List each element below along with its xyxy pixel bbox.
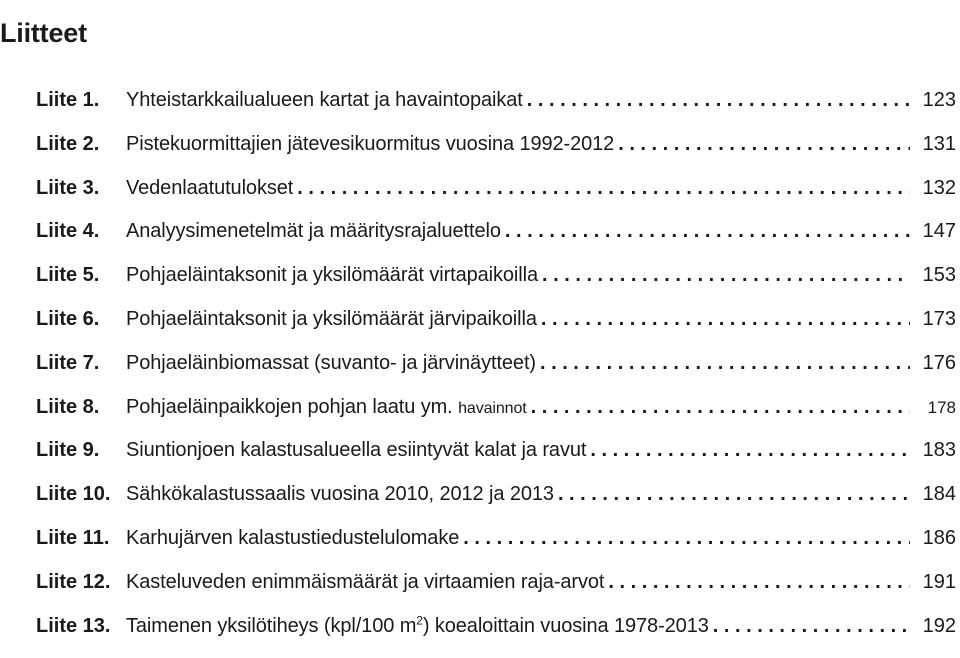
toc-entry-liite-6[interactable] — [36, 308, 956, 352]
toc-entry-label: Liite 4. — [36, 220, 100, 243]
toc-entry-title: Pistekuormittajien jätevesikuormitus vuosina 1992-2012 — [126, 132, 615, 155]
toc-entry-page: 183 — [922, 439, 956, 462]
toc-entry-label: Liite 8. — [36, 395, 100, 418]
toc-dot-leader — [542, 264, 910, 287]
toc-dot-leader — [540, 352, 910, 375]
toc-entry-liite-2[interactable] — [36, 133, 956, 177]
toc-dot-leader — [531, 396, 910, 419]
toc-entry-title-superscript: 2 — [416, 612, 423, 627]
toc-entry-title: Pohjaeläintaksonit ja yksilömäärät järvipaikoilla — [126, 307, 537, 330]
toc-entry-title-small: havainnot — [458, 399, 527, 417]
toc-entry-title-main: Taimenen yksilötiheys (kpl/100 m — [126, 614, 417, 637]
toc-entry-label: Liite 6. — [36, 307, 100, 330]
toc-entry-liite-1[interactable] — [36, 89, 956, 133]
toc-entry-label: Liite 7. — [36, 351, 100, 374]
toc-entry-label: Liite 3. — [36, 176, 100, 199]
toc-entry-page: 191 — [922, 570, 956, 593]
toc-entry-page: 178 — [927, 397, 956, 417]
toc-entry-title: Pohjaeläintaksonit ja yksilömäärät virtapaikoilla — [126, 264, 538, 287]
toc-entry-label: Liite 2. — [36, 132, 100, 155]
toc-entry-page: 131 — [922, 132, 956, 155]
toc-entry-page: 192 — [922, 614, 956, 637]
toc-entry-label: Liite 10. — [36, 483, 111, 506]
toc-entry-page: 153 — [922, 264, 956, 287]
toc-entry-liite-12[interactable] — [36, 571, 956, 615]
toc-dot-leader — [618, 133, 910, 156]
toc-entry-title: Karhujärven kalastustiedustelulomake — [126, 526, 460, 549]
toc-entry-title-main: Pohjaeläinpaikkojen pohjan laatu ym. — [126, 395, 453, 418]
toc-entry-page: 186 — [922, 526, 956, 549]
toc-entry-title: Siuntionjoen kalastusalueella esiintyvät kalat ja ravut — [126, 439, 587, 462]
toc-entry-title — [126, 612, 709, 638]
toc-entry-title: Kasteluveden enimmäismäärät ja virtaamien raja-arvot — [126, 570, 605, 593]
toc-entry-title: Sähkökalastussaalis vuosina 2010, 2012 ja 2013 — [126, 483, 554, 506]
toc-dot-leader — [608, 571, 910, 594]
toc-entry-title: Vedenlaatutulokset — [126, 176, 294, 199]
toc-entry-liite-3[interactable] — [36, 177, 956, 221]
toc-dot-leader — [527, 89, 910, 112]
toc-entry-label: Liite 12. — [36, 570, 111, 593]
toc-entry-liite-8[interactable] — [36, 396, 956, 440]
toc-entry-title: Yhteistarkkailualueen kartat ja havaintopaikat — [126, 89, 523, 111]
toc-entry-title — [126, 396, 527, 419]
toc-entry-liite-11[interactable] — [36, 527, 956, 571]
toc-entry-liite-13[interactable] — [36, 612, 956, 658]
toc-dot-leader — [297, 177, 910, 200]
toc-dot-leader — [541, 308, 910, 331]
toc-dot-leader — [463, 527, 910, 550]
toc-entry-page: 173 — [922, 307, 956, 330]
toc-entry-label: Liite 13. — [36, 614, 111, 637]
toc-entry-title: Analyysimenetelmät ja määritysrajaluettelo — [126, 220, 501, 243]
toc-entry-page: 132 — [922, 176, 956, 199]
toc-entry-liite-9[interactable] — [36, 439, 956, 483]
toc-entry-page: 184 — [922, 483, 956, 506]
toc-entry-liite-5[interactable] — [36, 264, 956, 308]
toc-entry-title-rest: ) koealoittain vuosina 1978-2013 — [422, 614, 709, 637]
toc-entry-label: Liite 1. — [36, 89, 100, 111]
toc-dot-leader — [713, 615, 910, 638]
toc-dot-leader — [558, 483, 910, 506]
toc-entry-label: Liite 9. — [36, 439, 100, 462]
page-title: Liitteet — [0, 18, 87, 49]
toc-entry-label: Liite 5. — [36, 264, 100, 287]
toc-entry-page: 123 — [922, 89, 956, 111]
toc-entry-title: Pohjaeläinbiomassat (suvanto- ja järvinäytteet) — [126, 351, 536, 374]
table-of-contents — [36, 89, 956, 658]
toc-entry-liite-7[interactable] — [36, 352, 956, 396]
toc-entry-liite-10[interactable] — [36, 483, 956, 527]
toc-dot-leader — [505, 220, 910, 243]
toc-entry-label: Liite 11. — [36, 526, 110, 549]
toc-entry-liite-4[interactable] — [36, 220, 956, 264]
toc-entry-page: 147 — [922, 220, 956, 243]
toc-dot-leader — [590, 439, 910, 462]
toc-entry-page: 176 — [922, 351, 956, 374]
